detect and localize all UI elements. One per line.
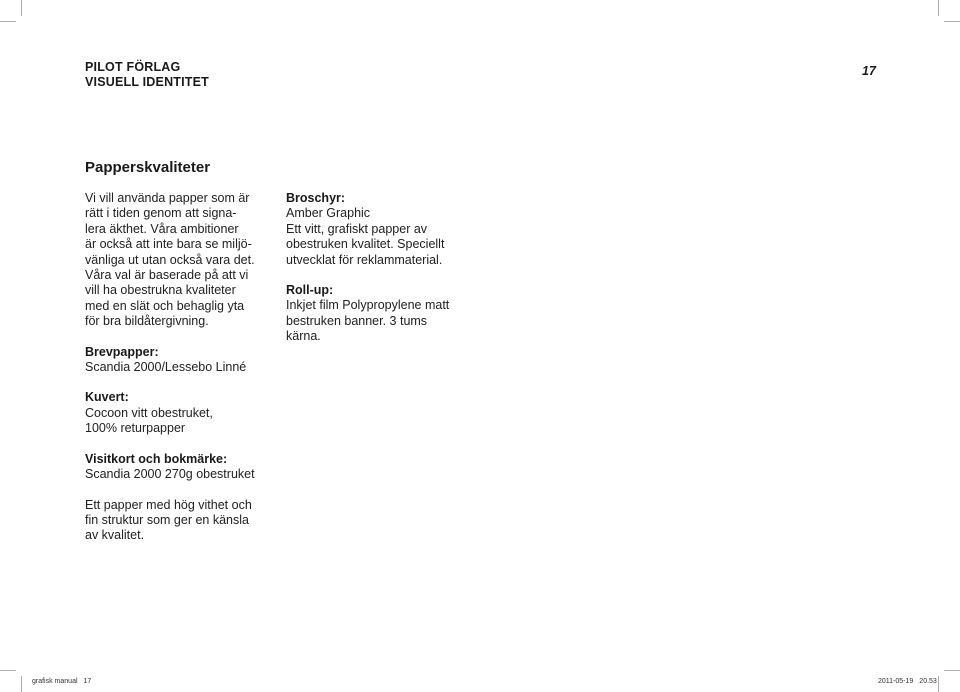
intro-line: lera äkthet. Våra ambitioner xyxy=(85,221,239,236)
broschyr-line: utvecklat för reklammaterial. xyxy=(286,252,443,267)
crop-mark-bottom-left xyxy=(21,676,22,692)
section-title: Papperskvaliteter xyxy=(85,159,211,176)
broschyr-line: Amber Graphic xyxy=(286,206,371,221)
page-number: 17 xyxy=(862,64,876,78)
intro-line: med en slät och behaglig yta xyxy=(85,298,245,313)
rollup-line: Inkjet film Polypropylene matt xyxy=(286,298,450,313)
brand-line-1: PILOT FÖRLAG xyxy=(85,60,181,74)
visitkort-line: Scandia 2000 270g obestruket xyxy=(85,467,255,482)
footer-file-page: 17 xyxy=(83,678,92,685)
closing-paragraph xyxy=(85,498,285,544)
footer-file-name: grafisk manual xyxy=(32,678,78,685)
closing-line: Ett papper med hög vithet och xyxy=(85,497,252,512)
kuvert-line: Cocoon vitt obestruket, xyxy=(85,405,213,420)
crop-mark-top-right xyxy=(938,0,939,16)
left-column xyxy=(85,191,285,544)
rollup-line: bestruken banner. 3 tums xyxy=(286,313,428,328)
footer-file-info xyxy=(32,678,91,685)
closing-line: av kvalitet. xyxy=(85,528,145,543)
footer-date: 2011-05-19 xyxy=(878,678,914,685)
spacer xyxy=(85,437,285,452)
rollup-line: kärna. xyxy=(286,329,321,344)
crop-mark-bottom-right xyxy=(938,676,939,692)
intro-line: vänliga ut utan också vara det. xyxy=(85,252,255,267)
spacer xyxy=(85,483,285,498)
intro-line: är också att inte bara se miljö- xyxy=(85,237,252,252)
brevpapper-label: Brevpapper: xyxy=(85,344,159,359)
broschyr-block xyxy=(286,191,506,268)
rollup-label: Roll-up: xyxy=(286,283,334,298)
broschyr-line: Ett vitt, grafiskt papper av xyxy=(286,221,428,236)
intro-line: Vi vill använda papper som är xyxy=(85,191,250,205)
crop-mark-top-left-h xyxy=(0,21,16,22)
footer-timestamp xyxy=(878,678,937,685)
closing-line: fin struktur som ger en känsla xyxy=(85,512,249,527)
kuvert-line: 100% returpapper xyxy=(85,421,186,436)
visitkort-block xyxy=(85,452,285,483)
intro-paragraph xyxy=(85,191,285,330)
crop-mark-top-right-h xyxy=(944,21,960,22)
crop-mark-bottom-left-h xyxy=(0,670,16,671)
spacer xyxy=(286,268,506,283)
broschyr-label: Broschyr: xyxy=(286,191,346,205)
spacer xyxy=(85,375,285,390)
header-brand xyxy=(85,60,209,90)
right-column xyxy=(286,191,506,345)
broschyr-line: obestruken kvalitet. Speciellt xyxy=(286,237,445,252)
spacer xyxy=(85,330,285,345)
intro-line: för bra bildåtergivning. xyxy=(85,314,209,329)
intro-line: vill ha obestrukna kvaliteter xyxy=(85,283,236,298)
brevpapper-block xyxy=(85,345,285,376)
rollup-block xyxy=(286,283,506,345)
brand-line-2: VISUELL IDENTITET xyxy=(85,75,210,89)
brevpapper-line: Scandia 2000/Lessebo Linné xyxy=(85,360,247,375)
crop-mark-top-left xyxy=(21,0,22,16)
kuvert-block xyxy=(85,390,285,436)
intro-line: Våra val är baserade på att vi xyxy=(85,268,249,283)
visitkort-label: Visitkort och bokmärke: xyxy=(85,451,228,466)
crop-mark-bottom-right-h xyxy=(944,670,960,671)
footer-time: 20.53 xyxy=(919,678,937,685)
intro-line: rätt i tiden genom att signa- xyxy=(85,206,237,221)
kuvert-label: Kuvert: xyxy=(85,390,129,405)
